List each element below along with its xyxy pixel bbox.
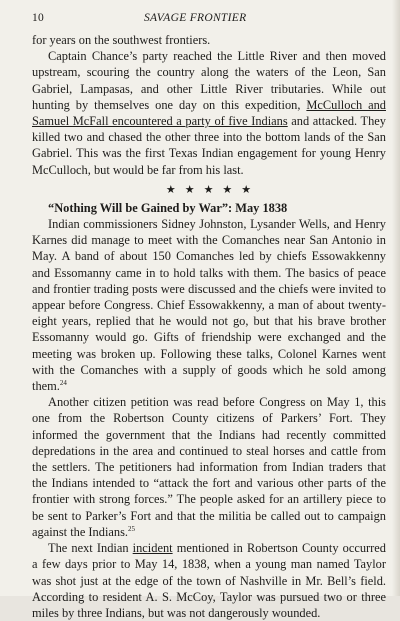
section-heading: “Nothing Will be Gained by War”: May 1838 [48, 200, 288, 215]
paragraph-continuation: for years on the southwest frontiers. [32, 33, 211, 47]
underlined-word: incident [132, 541, 173, 556]
text-run: Captain Chance’s party reached the Little River and then moved upstream, scouring the country along the waters of the Leon, San Gabriel, Lampasas, and other Little River tributaries. While out hunting by themselves one day on this expedition, [32, 49, 386, 112]
text-run: and attacked. They killed two and chased the other three into the bottom lands of the San Gabriel. This was the first Texas Indian engagement for young Henry McCulloch, but would be far from his last. [32, 114, 386, 177]
paragraph-chance-expedition [32, 48, 386, 178]
text-run: Another citizen petition was read before Congress on May 1, this one from the Robertson County citizens of Parkers’ Fort. They informed the government that the Indians had recently committed depredations in the area and continued to steal horses and cattle from the settlers. The petitioners had information from Indian traders that the Indians intended to “attack the fort and various other parts of the frontier with strong forces.” The people asked for an artillery piece to be sent to Parker’s Fort and that the militia be called out to campaign against the Indians. [32, 395, 386, 539]
paragraph-robertson-incident [32, 540, 386, 621]
page-number: 10 [32, 12, 45, 24]
paragraph-comanche-talks [32, 216, 386, 394]
text-run: Indian commissioners Sidney Johnston, Lysander Wells, and Henry Karnes did manage to meet with the Comanches near San Antonio in May. A band of about 150 Comanches led by chiefs Essowakkenny and Essomanny came in to hold talks with them. The basics of peace and frontier trading posts were discussed and the chiefs were invited to appear before Congress. Chief Essowakkenny, a man of about twenty-eight years, replied that he would not go, but that his brave brother Essomanny would go. Gifts of friendship were exchanged and the meeting was broken up. Following these talks, Colonel Karnes went with the Comanches with a supply of goods which he sold among them. [32, 217, 386, 394]
text-run: The next Indian [48, 541, 133, 556]
page-body [32, 32, 386, 621]
footnote-marker: 24 [59, 378, 67, 387]
running-header [32, 12, 386, 32]
underlined-passage: McCulloch and Samuel McFall encountered a party of five Indians [32, 97, 386, 129]
text-run: mentioned in Robertson County occurred a few days prior to May 14, 1838, when a young man named Taylor was shot just at the edge of the town of Nashville in Mr. Bell’s field. According to resident A. S. McCoy, Taylor was pursued two or three miles by three Indians, but was not dangerously wounded. [32, 541, 386, 620]
section-divider-stars: ★★★★★ [165, 183, 261, 196]
page-edge-shadow [392, 0, 400, 596]
running-title: SAVAGE FRONTIER [144, 12, 247, 24]
paragraph-parkers-fort-petition [32, 394, 386, 540]
footnote-marker: 25 [128, 524, 136, 533]
